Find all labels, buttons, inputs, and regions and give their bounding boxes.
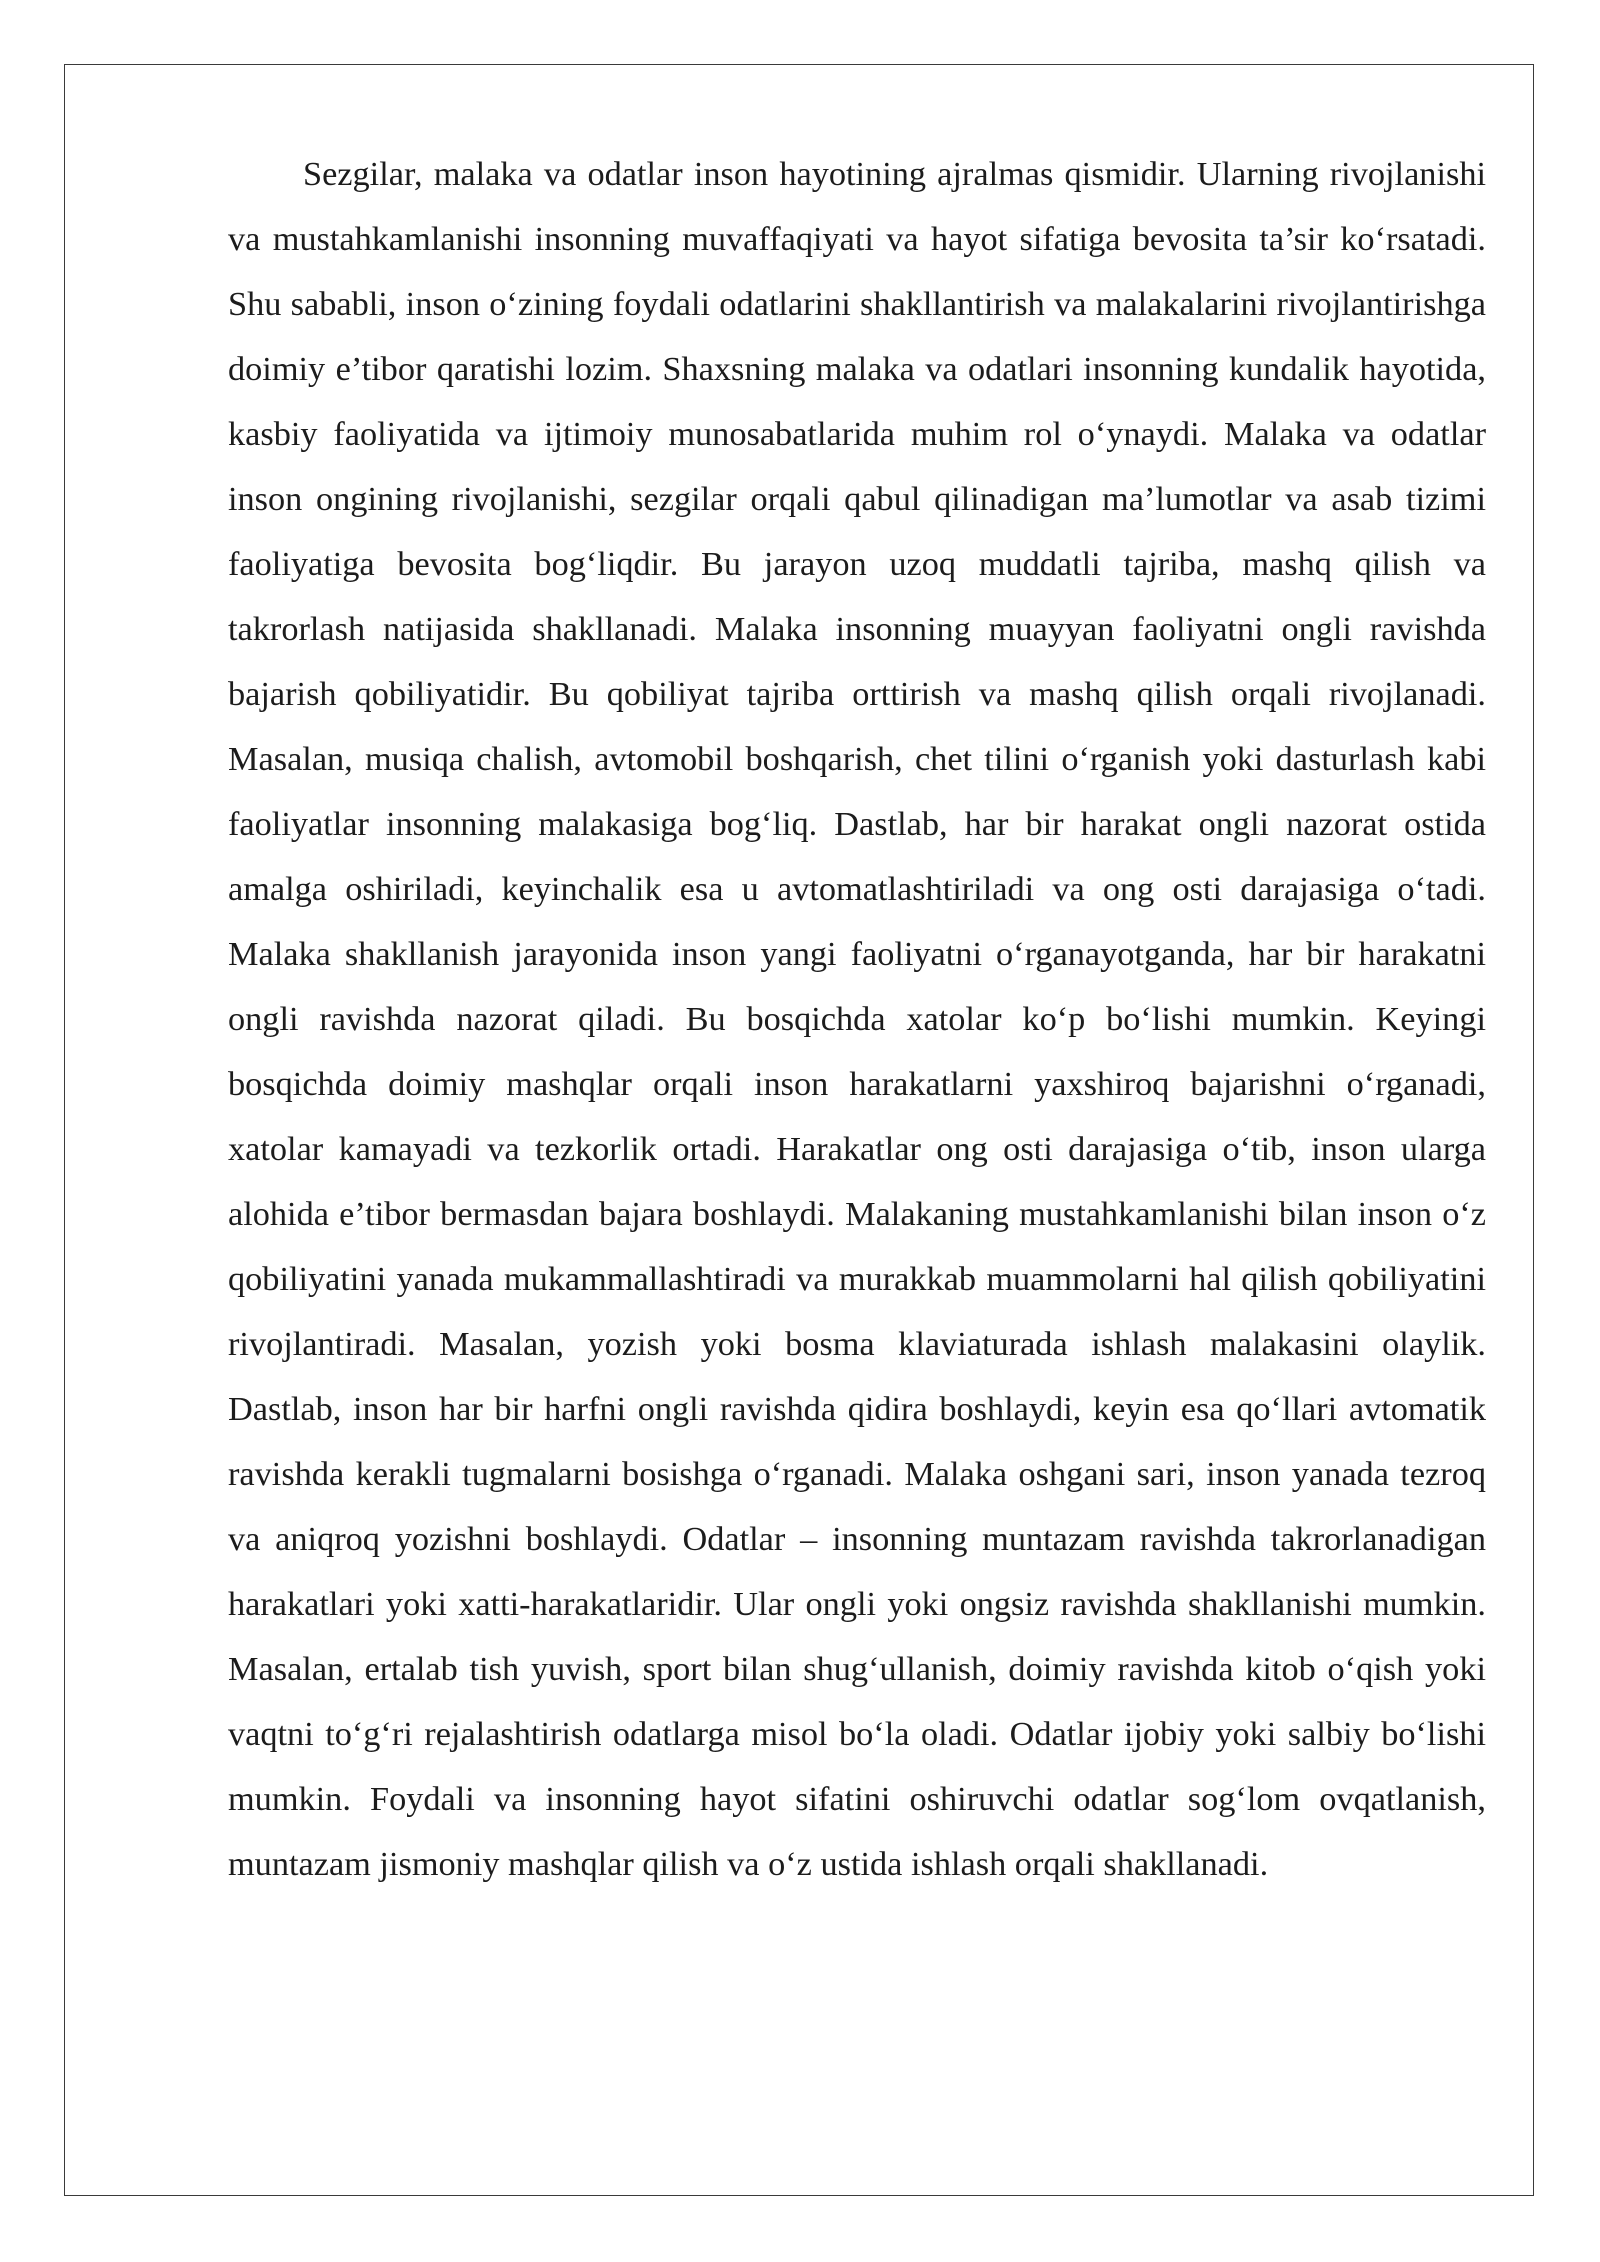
body-paragraph: Sezgilar, malaka va odatlar inson hayotining ajralmas qismidir. Ularning rivojlanishi va mustahkamlanishi insonning muvaffaqiyati va hayot sifatiga bevosita ta’sir ko‘rsatadi. Shu sababli, inson o‘zining foydali odatlarini shakllantirish va malakalarini rivojlantirishga doimiy e’tibor qaratishi lozim. Shaxsning malaka va odatlari insonning kundalik hayotida, kasbiy faoliyatida va ijtimoiy munosabatlarida muhim rol o‘ynaydi. Malaka va odatlar inson ongining rivojlanishi, sezgilar orqali qabul qilinadigan ma’lumotlar va asab tizimi faoliyatiga bevosita bog‘liqdir. Bu jarayon uzoq muddatli tajriba, mashq qilish va takrorlash natijasida shakllanadi. Malaka insonning muayyan faoliyatni ongli ravishda bajarish qobiliyatidir. Bu qobiliyat tajriba orttirish va mashq qilish orqali rivojlanadi. Masalan, musiqa chalish, avtomobil boshqarish, chet tilini o‘rganish yoki dasturlash kabi faoliyatlar insonning malakasiga bog‘liq. Dastlab, har bir harakat ongli nazorat ostida amalga oshiriladi, keyinchalik esa u avtomatlashtiriladi va ong osti darajasiga o‘tadi. Malaka shakllanish jarayonida inson yangi faoliyatni o‘rganayotganda, har bir harakatni ongli ravishda nazorat qiladi. Bu bosqichda xatolar ko‘p bo‘lishi mumkin. Keyingi bosqichda doimiy mashqlar orqali inson harakatlarni yaxshiroq bajarishni o‘rganadi, xatolar kamayadi va tezkorlik ortadi. Harakatlar ong osti darajasiga o‘tib, inson ularga alohida e’tibor bermasdan bajara boshlaydi. Malakaning mustahkamlanishi bilan inson o‘z qobiliyatini yanada mukammallashtiradi va murakkab muammolarni hal qilish qobiliyatini rivojlantiradi. Masalan, yozish yoki bosma klaviaturada ishlash malakasini olaylik. Dastlab, inson har bir harfni ongli ravishda qidira boshlaydi, keyin esa qo‘llari avtomatik ravishda kerakli tugmalarni bosishga o‘rganadi. Malaka oshgani sari, inson yanada tezroq va aniqroq yozishni boshlaydi. Odatlar – insonning muntazam ravishda takrorlanadigan harakatlari yoki xatti-harakatlaridir. Ular ongli yoki ongsiz ravishda shakllanishi mumkin. Masalan, ertalab tish yuvish, sport bilan shug‘ullanish, doimiy ravishda kitob o‘qish yoki vaqtni to‘g‘ri rejalashtirish odatlarga misol bo‘la oladi. Odatlar ijobiy yoki salbiy bo‘lishi mumkin. Foydali va insonning hayot sifatini oshiruvchi odatlar sog‘lom ovqatlanish, muntazam jismoniy mashqlar qilish va o‘z ustida ishlash orqali shakllanadi. — [228, 155, 1486, 1883]
